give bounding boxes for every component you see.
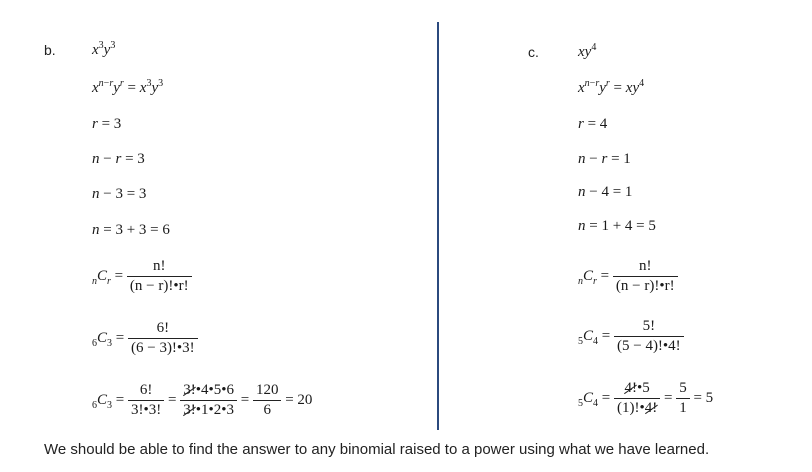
final-frac1-num: 6!: [139, 382, 153, 398]
part-c-combination-formula: $_nC_r$ = $\frac{n!}{(n - r)!•r!}$: [578, 258, 678, 295]
final-right-frac1-num: 4!•5: [624, 380, 650, 396]
part-b-line5: n = 3 + 3 = 6: [92, 222, 170, 238]
part-c-line2: r = 4: [578, 116, 608, 132]
part-b-line4: n − 3 = 3: [92, 186, 147, 202]
part-b-title: $x^3y^3$: [92, 40, 116, 58]
column-divider: [437, 22, 439, 430]
part-c-c5-4: $_5C_4$ = $\frac{5!}{(5 - 4)!•4!}$: [578, 318, 684, 355]
final-result: 20: [297, 391, 313, 408]
part-c-line3: n − r = 1: [578, 151, 631, 167]
c5-denominator: (5 − 4)!•4!: [614, 336, 684, 355]
formula-denominator-right: (n − r)!•r!: [613, 276, 678, 295]
formula-numerator: n!: [152, 258, 166, 274]
part-b-line2: r = 3: [92, 116, 122, 132]
final-right-result: 5: [705, 389, 714, 406]
part-c-final: $_5C_4$ = $\frac{4!•5}{(1)!•4!}$ = $\frac{5}{1}$ = 5: [578, 380, 714, 416]
formula-numerator-right: n!: [638, 258, 652, 274]
part-b-label: b.: [44, 42, 56, 58]
final-frac1-den: 3!•3!: [128, 400, 164, 419]
final-frac3-num: 120: [255, 382, 279, 398]
final-right-frac2-den: 1: [676, 398, 690, 417]
final-right-frac2-num: 5: [679, 380, 687, 396]
c6-numerator: 6!: [156, 320, 170, 336]
part-b-line1: $x^{n-r}y^r = x^3y^3$: [92, 78, 164, 96]
final-frac3-den: 6: [253, 400, 282, 419]
part-b-final: $_6C_3$ = $\frac{6!}{3!•3!}$ = $\frac{3!•4•5•6}{3!•1•2•3}$ = $\frac{120}{6}$ = 20: [92, 382, 313, 418]
part-b-line3: n − r = 3: [92, 151, 145, 167]
final-frac2-num: 3!•4•5•6: [183, 382, 234, 398]
part-c-line1: $x^{n-r}y^r = xy^4$: [578, 78, 645, 96]
part-c-line5: n = 1 + 4 = 5: [578, 218, 656, 234]
c6-denominator: (6 − 3)!•3!: [128, 338, 198, 357]
part-c-line4: n − 4 = 1: [578, 184, 633, 200]
part-c-label: c.: [528, 44, 539, 60]
c5-numerator: 5!: [642, 318, 656, 334]
final-frac2-den: 3!•1•2•3: [180, 400, 237, 419]
conclusion-sentence: We should be able to find the answer to any binomial raised to a power using what we have learned.: [44, 441, 710, 458]
part-c-title: $xy^4$: [578, 42, 597, 60]
part-b-c6-3: $_6C_3$ = $\frac{6!}{(6 - 3)!•3!}$: [92, 320, 198, 357]
final-right-frac1-den: (1)!•4!: [614, 398, 660, 417]
part-b-combination-formula: $_nC_r$ = $\frac{n!}{(n - r)!•r!}$: [92, 258, 192, 295]
formula-denominator: (n − r)!•r!: [127, 276, 192, 295]
